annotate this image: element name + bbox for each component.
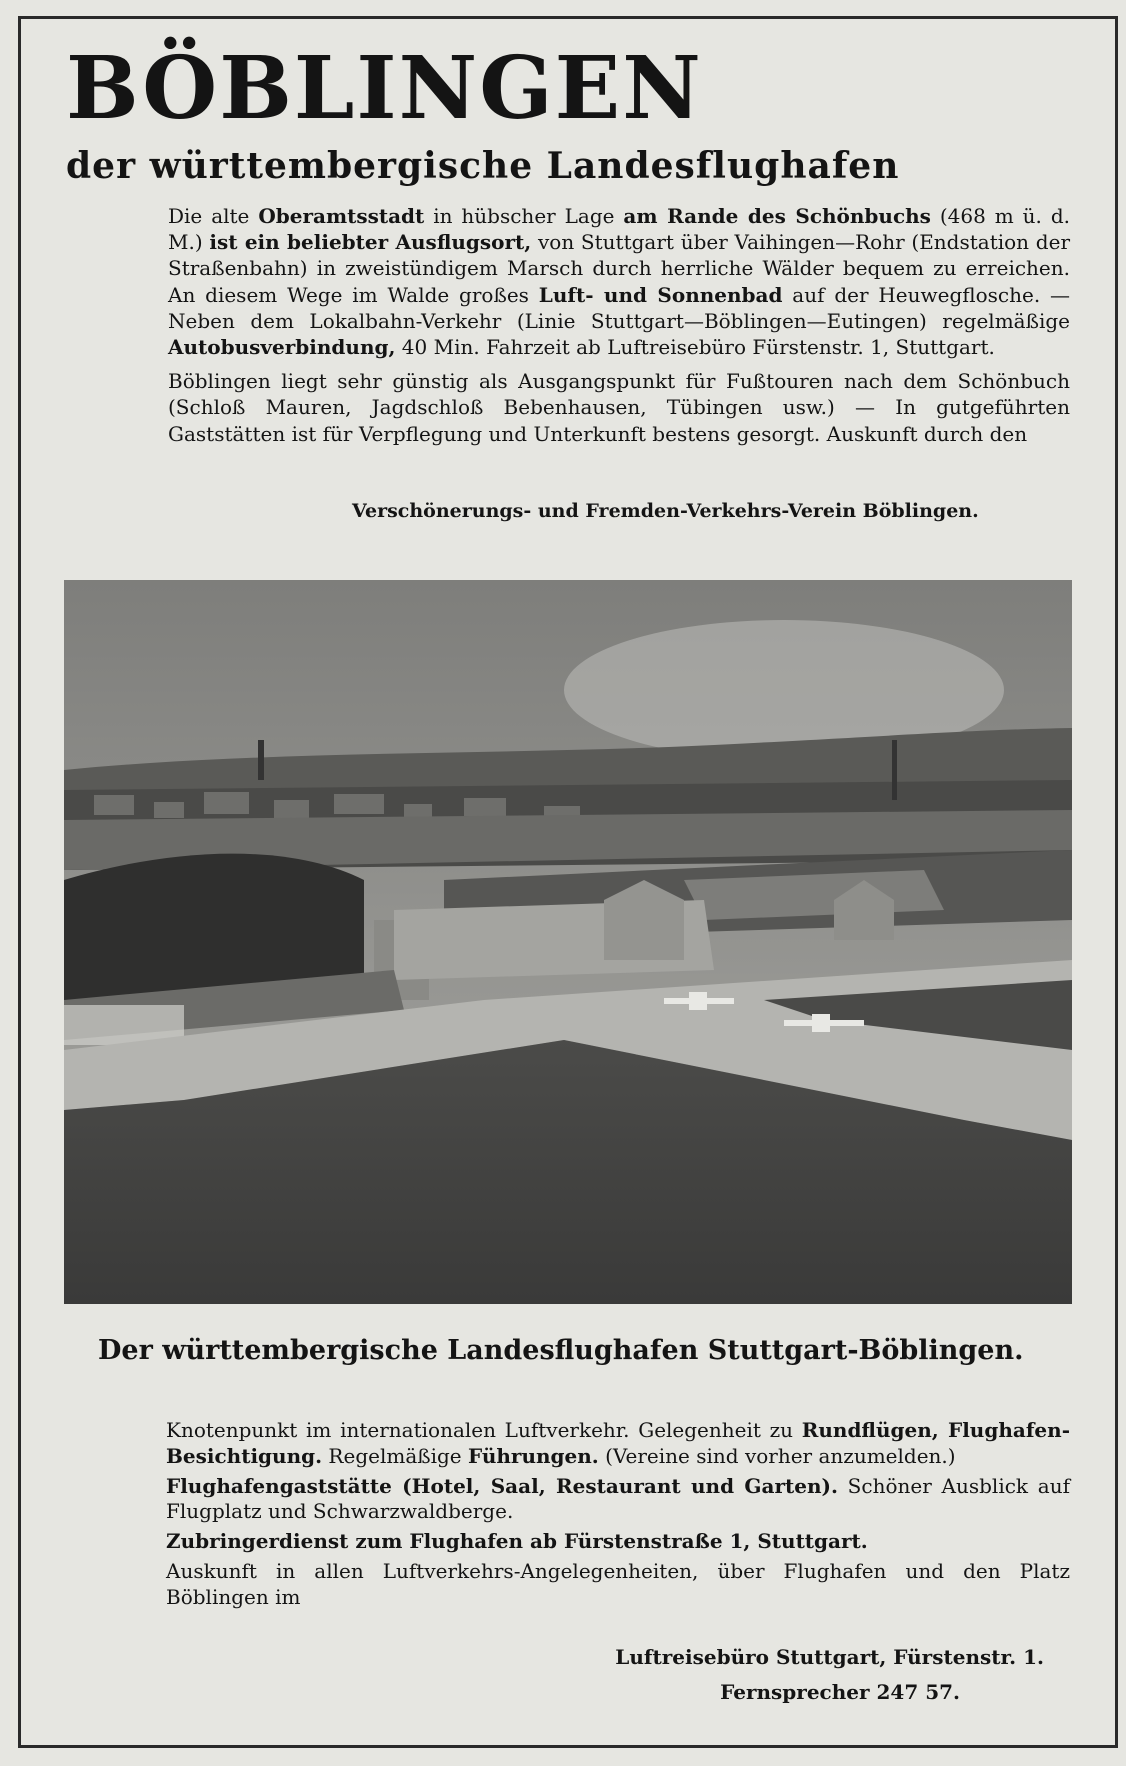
intro-paragraph-1 [168,203,1070,360]
info-paragraph-3 [166,1529,1070,1555]
text-run: Die alte [168,204,259,228]
bold-text-run: am Rande des Schönbuchs [623,204,931,228]
intro-signature: Verschönerungs- und Fremden-Verkehrs-Verein Böblingen. [352,500,979,522]
bold-text-run: Zubringerdienst zum Flughafen ab Fürstenstraße 1, Stuttgart. [166,1529,868,1554]
phone-number: Fernsprecher 247 57. [720,1680,960,1704]
airport-info-text [166,1418,1070,1615]
church-tower [258,740,264,780]
bold-text-run: Luft- und Sonnenbad [538,282,783,307]
text-run: (468 m ü. d. M.) [168,204,1070,255]
text-run: Knotenpunkt im internationalen Luftverkehr. Gelegenheit zu [166,1418,802,1442]
airport-photo [64,580,1072,1304]
bold-text-run: Flughafengaststätte (Hotel, Saal, Restaurant und Garten). [166,1473,838,1498]
bold-text-run: Oberamtsstadt [258,204,425,228]
intro-text [168,203,1070,455]
text-run: Regelmäßige [322,1443,468,1468]
page-subtitle: der württembergische Landesflughafen [66,145,900,187]
text-run: Auskunft in allen Luftverkehrs-Angelegenheiten, über Flughafen und den Platz Böblingen im [166,1558,1070,1609]
photo-caption: Der württembergische Landesflughafen Stuttgart-Böblingen. [98,1335,1024,1366]
bold-text-run: Führungen. [468,1443,599,1468]
intro-paragraph-2 [168,368,1070,447]
page-title: BÖBLINGEN [66,38,703,139]
airport-photo-drawing [64,580,1072,1304]
text-run: von Stuttgart über Vaihingen—Rohr (Endstation der Straßenbahn) in zweistündigem Marsch durch herrliche Wälder bequem zu erreichen. An diesem Wege im Walde großes [168,230,1071,307]
text-run: 40 Min. Fahrzeit ab Luftreisebüro Fürstenstr. 1, Stuttgart. [395,335,995,360]
text-run: (Vereine sind vorher anzumelden.) [598,1443,956,1468]
info-paragraph-4 [166,1559,1070,1611]
text-run: auf der Heuwegflosche. — Neben dem Lokalbahn-Verkehr (Linie Stuttgart—Böblingen—Eutingen) regelmäßige [168,282,1071,333]
text-run: Böblingen liegt sehr günstig als Ausgangspunkt für Fußtouren nach dem Schönbuch (Schloß Mauren, Jagdschloß Bebenhausen, Tübingen usw.) — In gutgeführten Gaststätten ist für Verpflegung und Unterkunft bestens gesorgt. Auskunft durch den [168,369,1070,446]
bold-text-run: Rundflügen, Flughafen-Besichtigung. [166,1418,1071,1468]
bold-text-run: Autobusverbindung, [168,335,396,360]
travel-office-address: Luftreisebüro Stuttgart, Fürstenstr. 1. [615,1645,1044,1669]
bold-text-run: ist ein beliebter Ausflugsort, [209,230,532,255]
text-run: Schöner Ausblick auf Flugplatz und Schwarzwaldberge. [166,1473,1070,1524]
chimney [892,740,897,800]
text-run: in hübscher Lage [424,204,624,228]
info-paragraph-1 [166,1418,1070,1470]
info-paragraph-2 [166,1474,1070,1526]
